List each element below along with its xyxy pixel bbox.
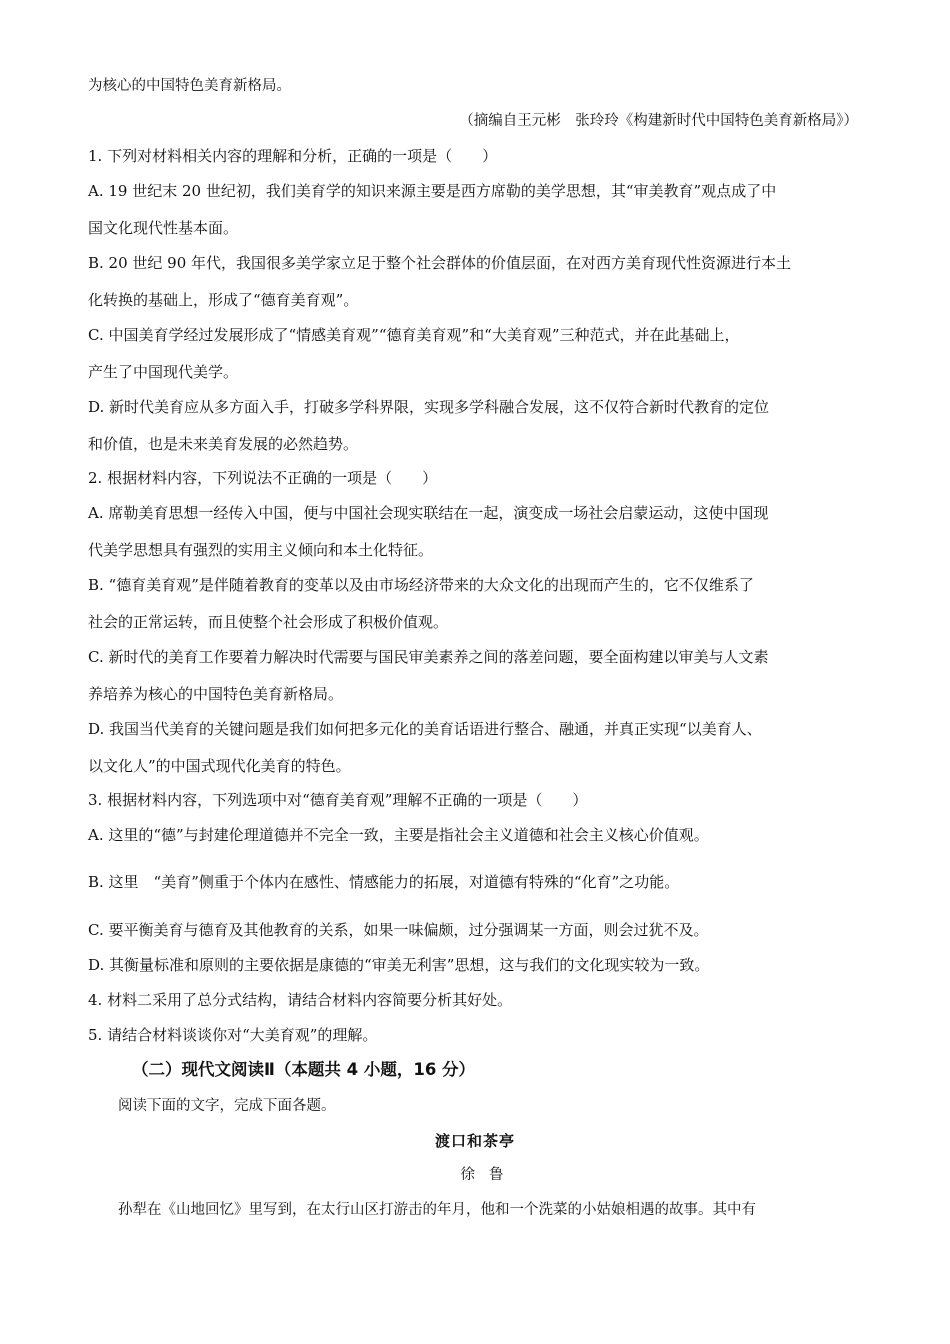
question-1-option-c-line-1: C. 中国美育学经过发展形成了“情感美育观”“德育美育观”和“大美育观”三种范式，并在此基础上，: [88, 326, 740, 344]
question-2-option-a-line-2: 代美学思想具有强烈的实用主义倾向和本土化特征。: [88, 541, 434, 559]
question-1-option-b-line-1: B. 20 世纪 90 年代，我国很多美学家立足于整个社会群体的价值层面，在对西方美育现代性资源进行本土: [88, 254, 792, 272]
question-1-stem: 1. 下列对材料相关内容的理解和分析，正确的一项是（ ）: [88, 147, 498, 165]
question-2-stem: 2. 根据材料内容，下列说法不正确的一项是（ ）: [88, 469, 438, 487]
question-1-option-a-line-2: 国文化现代性基本面。: [88, 219, 239, 237]
question-2-option-a-line-1: A. 席勒美育思想一经传入中国，便与中国社会现实联结在一起，演变成一场社会启蒙运动，这使中国现: [88, 504, 769, 522]
question-3-option-c: C. 要平衡美育与德育及其他教育的关系，如果一味偏颇，过分强调某一方面，则会过犹不及。: [88, 921, 709, 939]
source-citation: （摘编自王元彬 张玲玲《构建新时代中国特色美育新格局》）: [459, 113, 858, 129]
question-2-option-c-line-1: C. 新时代的美育工作要着力解决时代需要与国民审美素养之间的落差问题，要全面构建以审美与人文素: [88, 648, 769, 666]
question-2-option-b-line-1: B. “德育美育观”是伴随着教育的变革以及由市场经济带来的大众文化的出现而产生的，它不仅维系了: [88, 576, 754, 594]
question-2-option-d-line-2: 以文化人”的中国式现代化美育的特色。: [88, 757, 351, 775]
question-1-option-d-line-2: 和价值，也是未来美育发展的必然趋势。: [88, 435, 359, 453]
article-title: 渡口和茶亭: [434, 1132, 515, 1150]
article-author: 徐鲁: [460, 1167, 518, 1183]
question-3-option-a: A. 这里的“德”与封建伦理道德并不完全一致，主要是指社会主义道德和社会主义核心价值观。: [88, 826, 709, 844]
question-5-stem: 5. 请结合材料谈谈你对“大美育观”的理解。: [88, 1026, 378, 1044]
question-2-option-b-line-2: 社会的正常运转，而且使整个社会形成了积极价值观。: [88, 613, 449, 631]
question-2-option-d-line-1: D. 我国当代美育的关键问题是我们如何把多元化的美育话语进行整合、融通，并真正实现“以美育人、: [88, 720, 762, 738]
material-tail-line: 为核心的中国特色美育新格局。: [88, 78, 291, 94]
question-3-stem: 3. 根据材料内容，下列选项中对“德育美育观”理解不正确的一项是（ ）: [88, 791, 588, 809]
question-1-option-c-line-2: 产生了中国现代美学。: [88, 363, 239, 381]
question-4-stem: 4. 材料二采用了总分式结构，请结合材料内容简要分析其好处。: [88, 991, 513, 1009]
question-1-option-a-line-1: A. 19 世纪末 20 世纪初，我们美育学的知识来源主要是西方席勒的美学思想，其“审美教育”观点成了中: [88, 182, 777, 200]
section-2-instruction: 阅读下面的文字，完成下面各题。: [118, 1098, 336, 1114]
section-2-heading: （二）现代文阅读Ⅱ（本题共 4 小题，16 分）: [132, 1060, 476, 1079]
question-3-option-b: B. 这里 “美育”侧重于个体内在感性、情感能力的拓展，对道德有特殊的“化育”之功能。: [88, 873, 680, 891]
question-1-option-b-line-2: 化转换的基础上，形成了“德育美育观”。: [88, 291, 359, 309]
question-3-option-d: D. 其衡量标准和原则的主要依据是康德的“审美无利害”思想，这与我们的文化现实较为一致。: [88, 956, 710, 974]
question-2-option-c-line-2: 养培养为核心的中国特色美育新格局。: [88, 685, 344, 703]
article-first-line: 孙犁在《山地回忆》里写到，在太行山区打游击的年月，他和一个洗菜的小姑娘相遇的故事。其中有: [118, 1202, 756, 1218]
question-1-option-d-line-1: D. 新时代美育应从多方面入手，打破多学科界限，实现多学科融合发展，这不仅符合新时代教育的定位: [88, 398, 770, 416]
